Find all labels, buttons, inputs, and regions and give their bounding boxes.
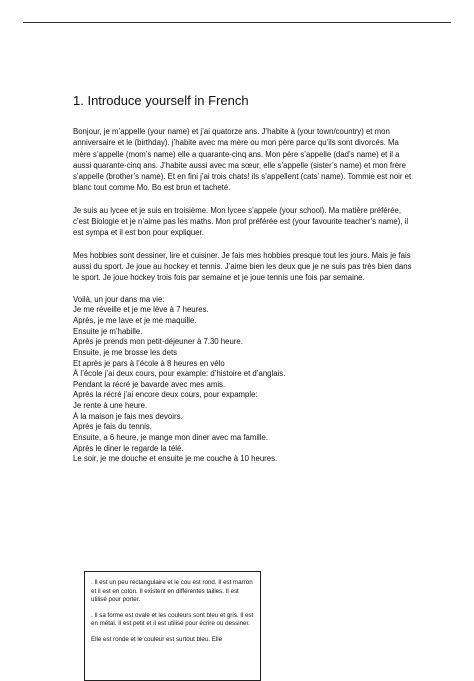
routine-line: Ensuite, a 6 heure, je mange mon diner avec ma famille. <box>73 433 269 443</box>
routine-line: Après je prends mon petit-déjeuner à 7.30 heure. <box>73 337 243 347</box>
intro-paragraph: Bonjour, je m’appelle (your name) et j’ai quatorze ans. J’habite à (your town/country) et mon anniversaire et le (birthday). j’habite avec ma mère ou mon père parce qu’ils sont divorcés. Ma mère s’appelle (mom’s name) elle a quarante-cinq ans. Mon père s’appelle (dad’s name) et il a aussi quarante-cinq ans. J’habite aussi avec ma sœur, elle s’appelle (sister’s name) et mon frère s’appelle (brother’s name). Et en fini j’ai trois chats! ils s’appellent (cats’ name). Tommie est noir et blanc tout comme Mo. Bo est brun et tacheté. <box>73 127 412 193</box>
description-text-box <box>84 571 261 681</box>
routine-line: Après je fais du tennis. <box>73 422 152 432</box>
box-paragraph: . Il sa forme est ovale et les couleurs sont bleu et gris. Il est en métal. Il est petit et il est utilisé pour écrire ou dessiner. <box>91 611 254 628</box>
page-title: 1. Introduce yourself in French <box>73 93 249 108</box>
routine-line: Je me réveille et je me lève à 7 heures. <box>73 305 209 315</box>
routine-line: Ensuite je m’habille. <box>73 326 143 336</box>
routine-line: Je rente à une heure. <box>73 401 148 411</box>
hobbies-paragraph: Mes hobbies sont dessiner, lire et cuisiner. Je fais mes hobbies presque tout les jours. Mais je fais aussi du sport. Je joue au hockey et tennis. J’aime bien les deux que je ne suis pas très bien dans le sport. Je joue hockey trois fois par semaine et je joue tennis une fois par semaine. <box>73 250 412 283</box>
routine-line: À l’école j’ai deux cours, pour example: d’histoire et d’anglais. <box>73 369 286 379</box>
routine-line: Ensuite, je me brosse les dets <box>73 347 178 357</box>
box-paragraph: . Il est un peu rectangulaire et le cou est rond. Il est marron et il est en coton. Il existent en différentes tailles. Il est utilisé pour porter. <box>91 579 253 604</box>
daily-routine <box>73 295 418 466</box>
top-rule <box>23 22 451 23</box>
routine-line: Le soir, je me douche et ensuite je me couche à 10 heures. <box>73 454 278 464</box>
document-body <box>73 93 418 465</box>
routine-line: Pendant la récré je bavarde avec mes amis. <box>73 379 226 389</box>
routine-line: À la maison je fais mes devoirs. <box>73 411 183 421</box>
routine-line: Voilà, un jour dans ma vie: <box>73 294 165 304</box>
routine-line: Et après je pars à l’école à 8 heures en vélo <box>73 358 225 368</box>
routine-line: Après le diner le regarde la télé. <box>73 443 184 453</box>
school-paragraph: Je suis au lycee et je suis en troisième. Mon lycee s’appele (your school). Ma matière préférée, c’est Biologie et je n’aime pas les maths. Mon prof préférée est (your favourite teacher’s name), il est sympa et il est bon pour expliquer. <box>73 205 409 238</box>
routine-line: Après, je me lave et je me maquille. <box>73 315 197 325</box>
box-paragraph: Elle est ronde et le couleur est surtout bleu. Elle <box>91 635 223 643</box>
routine-line: Après la récré j’ai encore deux cours, pour expample: <box>73 390 258 400</box>
